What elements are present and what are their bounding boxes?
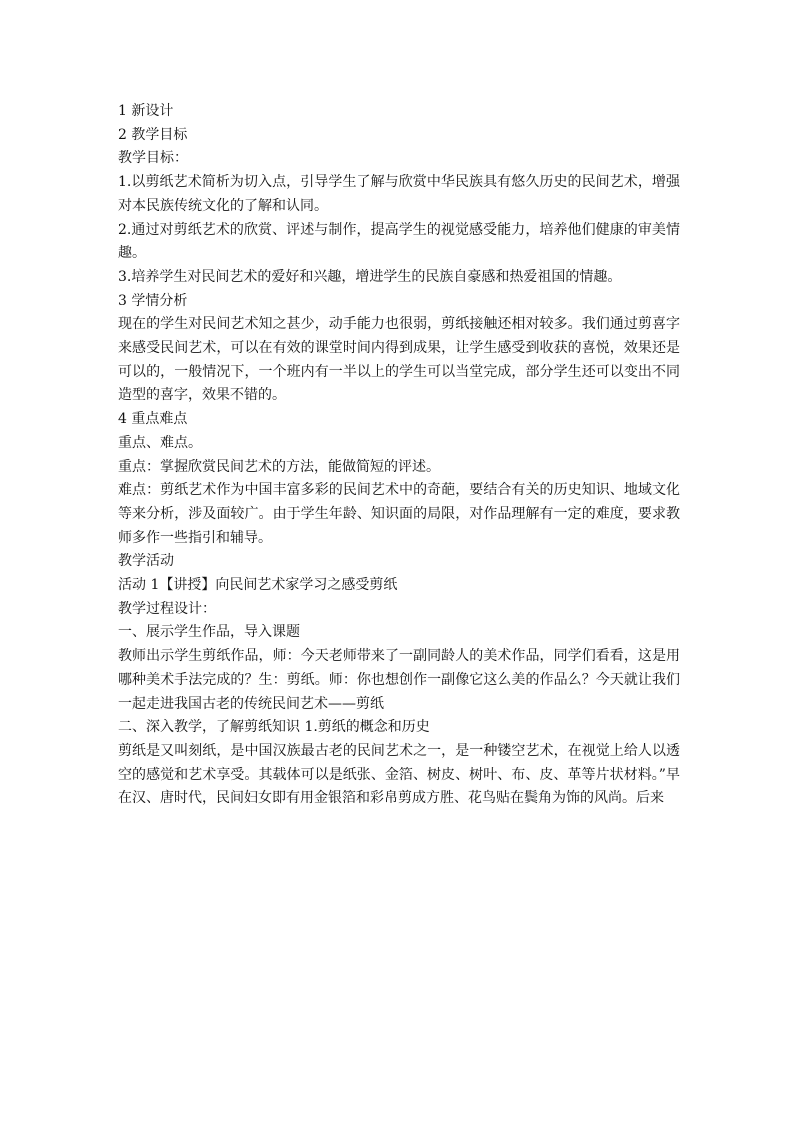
section-heading-1: 1 新设计 bbox=[118, 103, 174, 119]
paragraph-student-analysis: 现在的学生对民间艺术知之甚少，动手能力也很弱，剪纸接触还相对较多。我们通过剪喜字来感受民间艺术，可以在有效的课堂时间内得到成果，让学生感受到收获的喜悦，效果还是可以的，一般情况下，一个班内有一半以上的学生可以当堂完成，部分学生还可以变出不同造型的喜字，效果不错的。 bbox=[118, 316, 680, 404]
paragraph-objective-3: 3.培养学生对民间艺术的爱好和兴趣，增进学生的民族自豪感和热爱祖国的情趣。 bbox=[118, 268, 622, 285]
section-heading-4: 4 重点难点 bbox=[118, 411, 188, 428]
section-heading-2: 2 教学目标 bbox=[118, 126, 188, 143]
paragraph-objective-2: 2.通过对剪纸艺术的欣赏、评述与制作，提高学生的视觉感受能力，培养他们健康的审美情趣。 bbox=[118, 221, 680, 262]
paragraph-key-points-label: 重点、难点。 bbox=[118, 434, 202, 451]
paragraph-step-1-content: 教师出示学生剪纸作品，师：今天老师带来了一副同龄人的美术作品，同学们看看，这是用哪种美术手法完成的？生：剪纸。师：你也想创作一副像它这么美的作品么？今天就让我们一起走进我国古老的传统民间艺术——剪纸 bbox=[118, 648, 680, 712]
section-heading-3: 3 学情分析 bbox=[118, 292, 188, 309]
paragraph-process-label: 教学过程设计： bbox=[118, 600, 216, 617]
paragraph-activities-label: 教学活动 bbox=[118, 553, 174, 570]
document-page bbox=[118, 100, 680, 811]
paragraph-activity-1: 活动 1【讲授】向民间艺术家学习之感受剪纸 bbox=[118, 577, 398, 594]
paragraph-step-2-content: 剪纸是又叫刻纸，是中国汉族最古老的民间艺术之一，是一种镂空艺术，在视觉上给人以透空的感觉和艺术享受。其载体可以是纸张、金箔、树皮、树叶、布、皮、革等片状材料。”早在汉、唐时代，民间妇女即有用金银箔和彩帛剪成方胜、花鸟贴在鬓角为饰的风尚。后来 bbox=[118, 742, 680, 807]
paragraph-step-2: 二、深入教学，了解剪纸知识 1.剪纸的概念和历史 bbox=[118, 719, 430, 736]
paragraph-objectives-label: 教学目标： bbox=[118, 150, 188, 167]
paragraph-difficulty: 难点：剪纸艺术作为中国丰富多彩的民间艺术中的奇葩，要结合有关的历史知识、地域文化等来分析，涉及面较广。由于学生年龄、知识面的局限，对作品理解有一定的难度，要求教师多作一些指引和辅导。 bbox=[118, 482, 680, 546]
paragraph-step-1: 一、展示学生作品，导入课题 bbox=[118, 624, 300, 641]
paragraph-key-point: 重点：掌握欣赏民间艺术的方法，能做简短的评述。 bbox=[118, 458, 440, 475]
paragraph-objective-1: 1.以剪纸艺术简析为切入点，引导学生了解与欣赏中华民族具有悠久历史的民间艺术，增强对本民族传统文化的了解和认同。 bbox=[118, 174, 680, 214]
